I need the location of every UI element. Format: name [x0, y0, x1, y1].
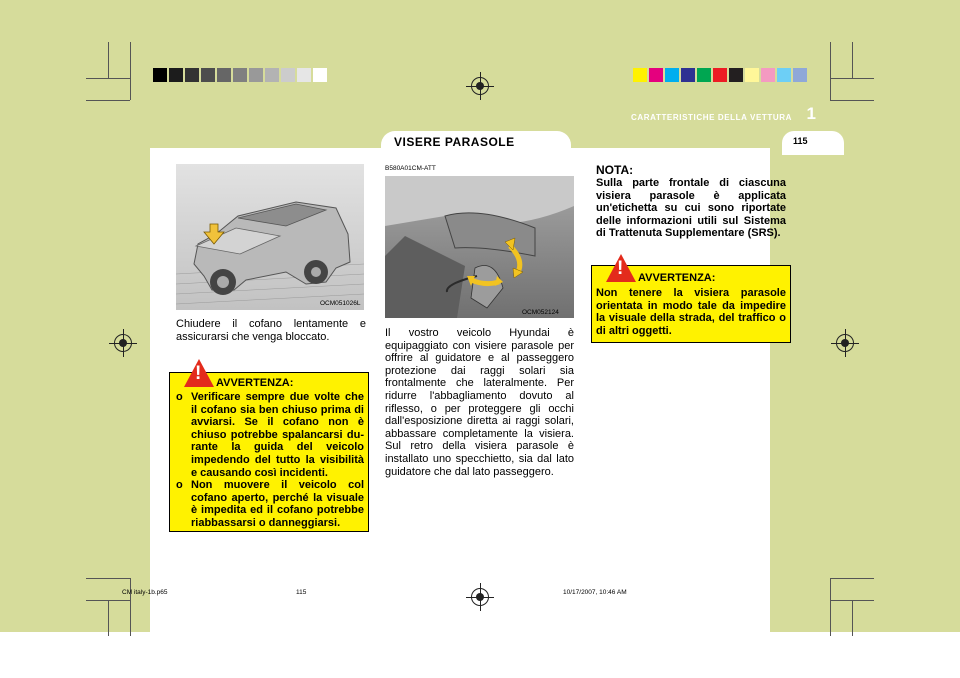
warning-list [176, 391, 364, 530]
color-swatch [217, 68, 231, 82]
color-swatch [249, 68, 263, 82]
color-swatch [649, 68, 663, 82]
crop-mark [830, 578, 874, 579]
color-swatch [313, 68, 327, 82]
registration-mark-icon [471, 77, 489, 95]
crop-mark [108, 42, 109, 78]
crop-mark [108, 600, 109, 636]
color-swatch [169, 68, 183, 82]
color-swatch [777, 68, 791, 82]
color-swatch [297, 68, 311, 82]
warning-title: AVVERTENZA: [216, 377, 294, 389]
color-swatch [713, 68, 727, 82]
color-swatch [793, 68, 807, 82]
sun-visor-photo [385, 176, 574, 318]
footer-file: CM italy-1b.p65 [122, 589, 168, 596]
crop-mark [830, 578, 831, 636]
bottom-margin [0, 632, 960, 678]
color-swatch [633, 68, 647, 82]
color-swatch [201, 68, 215, 82]
registration-mark-icon [471, 588, 489, 606]
color-swatch [665, 68, 679, 82]
hood-instruction-text: Chiudere il cofano lentamente e assicurarsi che venga bloccato. [176, 318, 366, 343]
warning-item: o Verificare sempre due volte che il cofano sia ben chiuso prima di avviarsi. Se il cofano non è chiuso potrebbe spalancarsi du- rante la guida del veicolo impedendo del tutto la visibilità e causando così incidenti. [176, 391, 364, 479]
footer-datetime: 10/17/2007, 10:46 AM [563, 589, 627, 596]
photo-code: OCM052124 [522, 309, 559, 316]
crop-mark [830, 78, 874, 79]
note-title: NOTA: [596, 163, 634, 177]
color-swatch [185, 68, 199, 82]
hood-warning-box [169, 363, 369, 532]
registration-mark-icon [114, 334, 132, 352]
note-text: Sulla parte frontale di ciascuna visiera parasole è applicata un'etichetta su cui sono riportate delle informazioni utili sul Sistema di Trattenuta Supplementare (SRS). [596, 177, 786, 240]
page-number: 115 [793, 136, 808, 146]
color-bar-right [633, 68, 809, 82]
visor-warning-box [591, 258, 791, 343]
reference-code: B580A01CM-ATT [385, 165, 436, 172]
color-swatch [729, 68, 743, 82]
chapter-title: CARATTERISTICHE DELLA VETTURA [631, 113, 792, 122]
color-swatch [681, 68, 695, 82]
crop-mark [86, 578, 130, 579]
warning-title: AVVERTENZA: [638, 272, 716, 284]
warning-triangle-icon: ! [184, 359, 214, 387]
warning-triangle-icon: ! [606, 254, 636, 282]
color-swatch [745, 68, 759, 82]
warning-text: Non tenere la visiera parasole orientata in modo tale da impedire la visuale della strada, del traffico o di altri oggetti. [596, 287, 786, 337]
crop-mark [130, 578, 131, 636]
color-swatch [761, 68, 775, 82]
crop-mark [852, 42, 853, 78]
color-swatch [233, 68, 247, 82]
warning-item: o Non muovere il veicolo col cofano aperto, perché la visuale è impedita ed il cofano potrebbe riabbassarsi o danneggiarsi. [176, 479, 364, 529]
page-number-tab [782, 131, 844, 155]
crop-mark [86, 78, 130, 79]
color-swatch [281, 68, 295, 82]
chapter-number: 1 [806, 104, 816, 123]
crop-mark [852, 600, 853, 636]
color-swatch [265, 68, 279, 82]
color-swatch [697, 68, 711, 82]
footer-page: 115 [296, 589, 307, 596]
crop-mark [130, 42, 131, 100]
registration-mark-icon [836, 334, 854, 352]
sun-visor-description: Il vostro veicolo Hyundai è equipaggiato con visiere parasole per offrire al guidatore e al passeggero protezione dai raggi solari sia frontalmente che lateralmente. Per ridurre l'abbagliamento dovuto al riflesso, o per proteggere gli occhi dall'esposizione diretta ai raggi solari, abbassare completamente la visiera. Sul retro della visiera parasole è installato uno specchietto, sia dal lato guidatore che dal lato passeggero. [385, 327, 574, 478]
crop-mark [830, 42, 831, 100]
section-title: VISERE PARASOLE [394, 135, 515, 149]
crop-mark [830, 100, 874, 101]
hood-car-photo [176, 164, 364, 310]
crop-mark [86, 100, 130, 101]
color-bar-left [153, 68, 329, 82]
color-swatch [153, 68, 167, 82]
photo-code: OCM051026L [320, 300, 361, 307]
